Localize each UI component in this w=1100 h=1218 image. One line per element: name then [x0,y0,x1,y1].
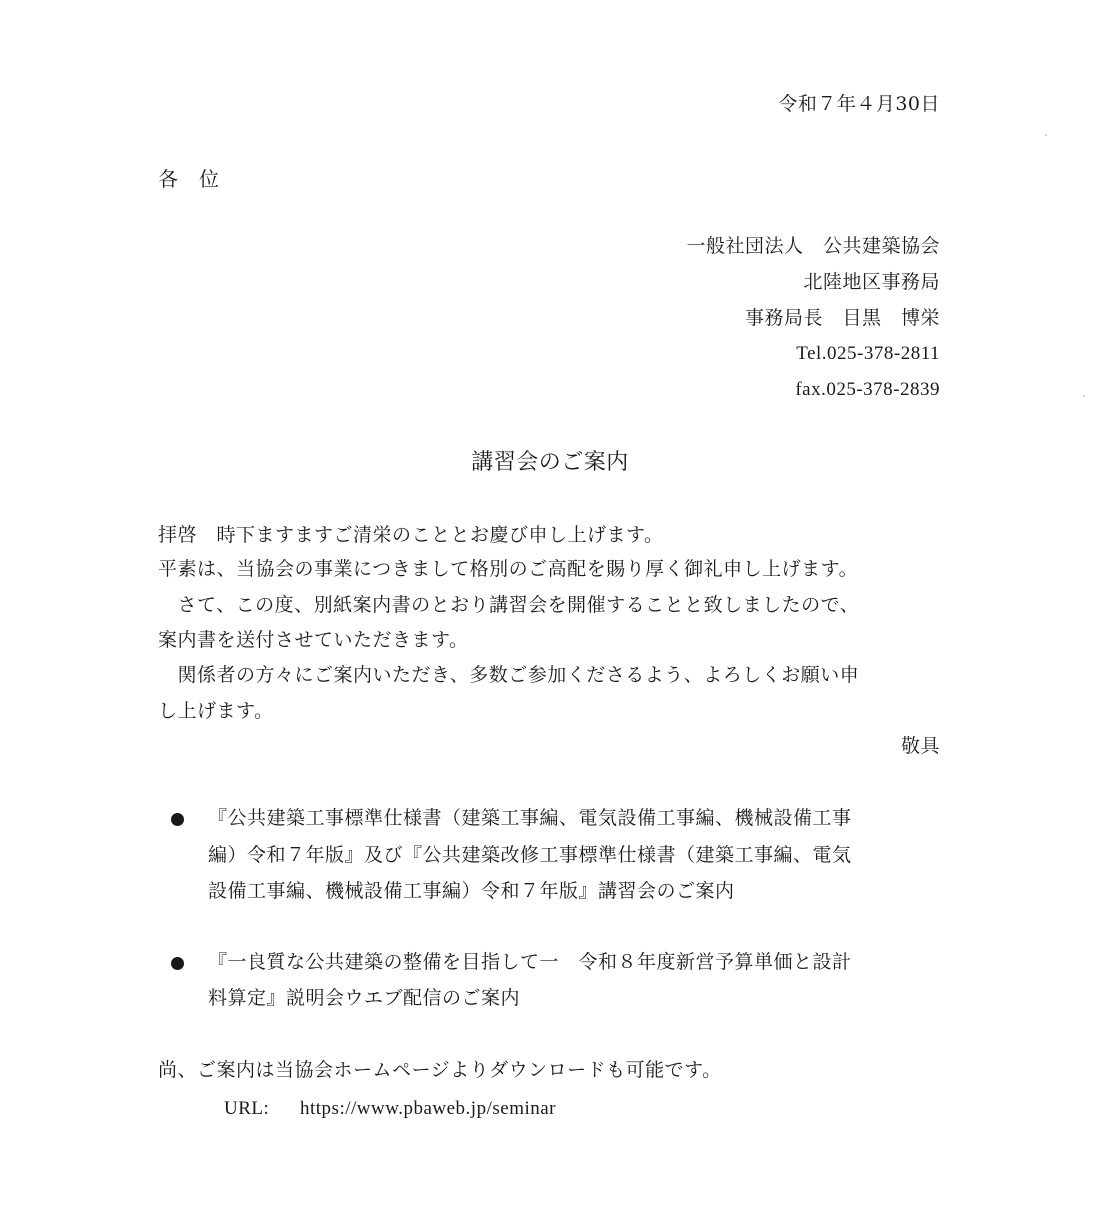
bullet-icon [171,957,184,970]
list-item-line: 編）令和７年版』及び『公共建築改修工事標準仕様書（建築工事編、電気 [208,844,852,866]
sender-director: 事務局長 目黒 博栄 [744,307,940,329]
body-line: さて、この度、別紙案内書のとおり講習会を開催することと致しましたので、 [158,594,860,616]
body-line: 拝啓 時下ますますご清栄のこととお慶び申し上げます。 [158,524,664,546]
url-label: URL: [224,1098,270,1119]
bullet-icon [171,813,184,826]
sender-office: 北陸地区事務局 [803,271,940,293]
seminar-url-link[interactable]: https://www.pbaweb.jp/seminar [300,1098,557,1119]
scan-speck [1083,395,1085,397]
body-line: 平素は、当協会の事業につきまして格別のご高配を賜り厚く御礼申し上げます。 [158,558,859,580]
document-title: 講習会のご案内 [471,450,629,475]
list-item-line: 設備工事編、機械設備工事編）令和７年版』講習会のご案内 [208,880,735,902]
sender-fax: fax.025-378-2839 [795,379,940,400]
document-date: 令和７年４月30日 [778,93,940,115]
body-line: 案内書を送付させていただきます。 [158,629,469,651]
body-line: 関係者の方々にご案内いただき、多数ご参加くださるよう、よろしくお願い申 [158,664,860,686]
download-note: 尚、ご案内は当協会ホームページよりダウンロードも可能です。 [158,1059,722,1081]
body-line: し上げます。 [158,700,274,722]
sender-tel: Tel.025-378-2811 [796,343,940,364]
list-item-line: 料算定』説明会ウエブ配信のご案内 [208,987,521,1009]
closing-word: 敬具 [900,735,940,757]
list-item-line: 『一良質な公共建築の整備を目指して一 令和８年度新営予算単価と設計 [208,951,852,973]
scan-speck [1045,134,1047,136]
sender-organization: 一般社団法人 公共建築協会 [686,235,940,257]
list-item-line: 『公共建築工事標準仕様書（建築工事編、電気設備工事編、機械設備工事 [208,807,852,829]
recipient: 各 位 [158,167,220,191]
